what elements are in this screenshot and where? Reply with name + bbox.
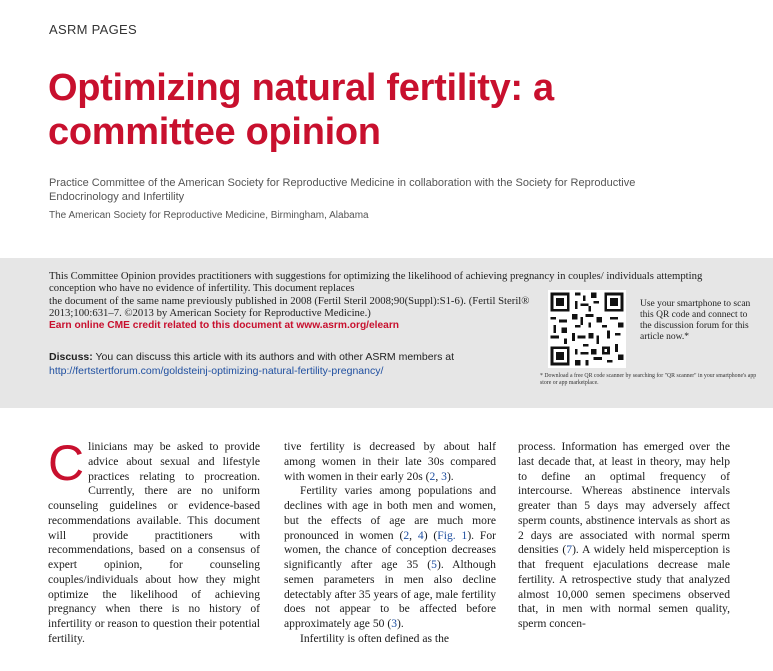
paragraph: Fertility varies among populations and declines with age in both men and women, but the effects of age are much more pronounced in women (2, 4) (Fig. 1). For women, the chance of conception decreases significantly after age 35 (5). Although semen parameters in men also decline detectably after 35 years of age, male fertility does not appear to be affected before approximately age 50 (3). (284, 484, 497, 630)
citation-link[interactable]: 2 (429, 469, 436, 483)
discussion-forum-link[interactable]: http://fertstertforum.com/goldsteinj-optimizing-natural-fertility-pregnancy/ (49, 364, 384, 377)
cme-link[interactable]: Earn online CME credit related to this document at www.asrm.org/elearn (49, 320, 400, 331)
paragraph: Infertility is often defined as the (300, 631, 450, 645)
abstract-citation: the document of the same name previously published in 2008 (Fertil Steril 2008;90(Suppl):S1-6). (Fertil Steril® 2013;100:631–7. ©2013 by American Society for Reproductive Medicine.) (49, 295, 530, 320)
drop-cap: C (48, 435, 85, 491)
qr-footnote: * Download a free QR code scanner by searching for "QR scanner" in your smartphone's app store or app marketplace. (540, 373, 757, 386)
intro-paragraph: linicians may be asked to provide advice about sexual and lifestyle practices relating to procreation. Currently, there are no uniform counseling guidelines or evidence-based recommendations available. This document will provide practitioners with recommendations, based on a consensus of expert opinion, for counseling couples/individuals about how they might optimize the likelihood of achieving pregnancy when there is no history of infertility or reason to question their potential fertility. (48, 440, 260, 645)
body-column-2 (284, 440, 496, 647)
citation-link[interactable]: 2 (403, 528, 410, 542)
authors: Practice Committee of the American Society for Reproductive Medicine in collaboration with the Society for Reproductive Endocrinology and Infertility (49, 177, 636, 203)
discuss-note (49, 351, 539, 378)
citation-link[interactable]: 4 (417, 528, 424, 542)
discuss-label: Discuss: (49, 351, 93, 363)
citation-link[interactable]: 7 (566, 543, 573, 557)
figure-link[interactable]: Fig. 1 (437, 528, 468, 542)
paragraph: process. Information has emerged over the last decade that, at least in theory, may help to define an optimal frequency of intercourse. Whereas abstinence intervals greater than 5 days may adversely affect sperm counts, abstinence intervals as short as 2 days are associated with normal sperm densities (7). A widely held misperception is that frequent ejaculations decrease male fertility. A retrospective study that analyzed almost 10,000 semen specimens observed that, in men with normal semen quality, sperm concen- (518, 440, 730, 630)
article-title: Optimizing natural fertility: a committee opinion (48, 67, 554, 153)
paragraph: tive fertility is decreased by about half among women in their late 30s compared with women in their early 20s (2, 3). (284, 440, 496, 483)
citation-link[interactable]: 3 (391, 617, 397, 630)
section-label: ASRM PAGES (49, 22, 138, 37)
body-column-1 (48, 435, 260, 647)
body-column-3 (518, 440, 730, 632)
citation-link[interactable]: 5 (431, 558, 437, 571)
citation-link[interactable]: 3 (441, 469, 447, 483)
qr-caption: Use your smartphone to scan this QR code and connect to the discussion forum for this article now.* (640, 299, 751, 342)
discuss-text: You can discuss this article with its authors and with other ASRM members at (92, 351, 455, 363)
qr-code-icon[interactable] (548, 290, 626, 368)
affiliation: The American Society for Reproductive Medicine, Birmingham, Alabama (49, 210, 369, 221)
abstract-intro: This Committee Opinion provides practitioners with suggestions for optimizing the likelihood of achieving pregnancy in couples/ individuals attempting conception who have no evidence of infertility. This document replaces (49, 270, 703, 295)
